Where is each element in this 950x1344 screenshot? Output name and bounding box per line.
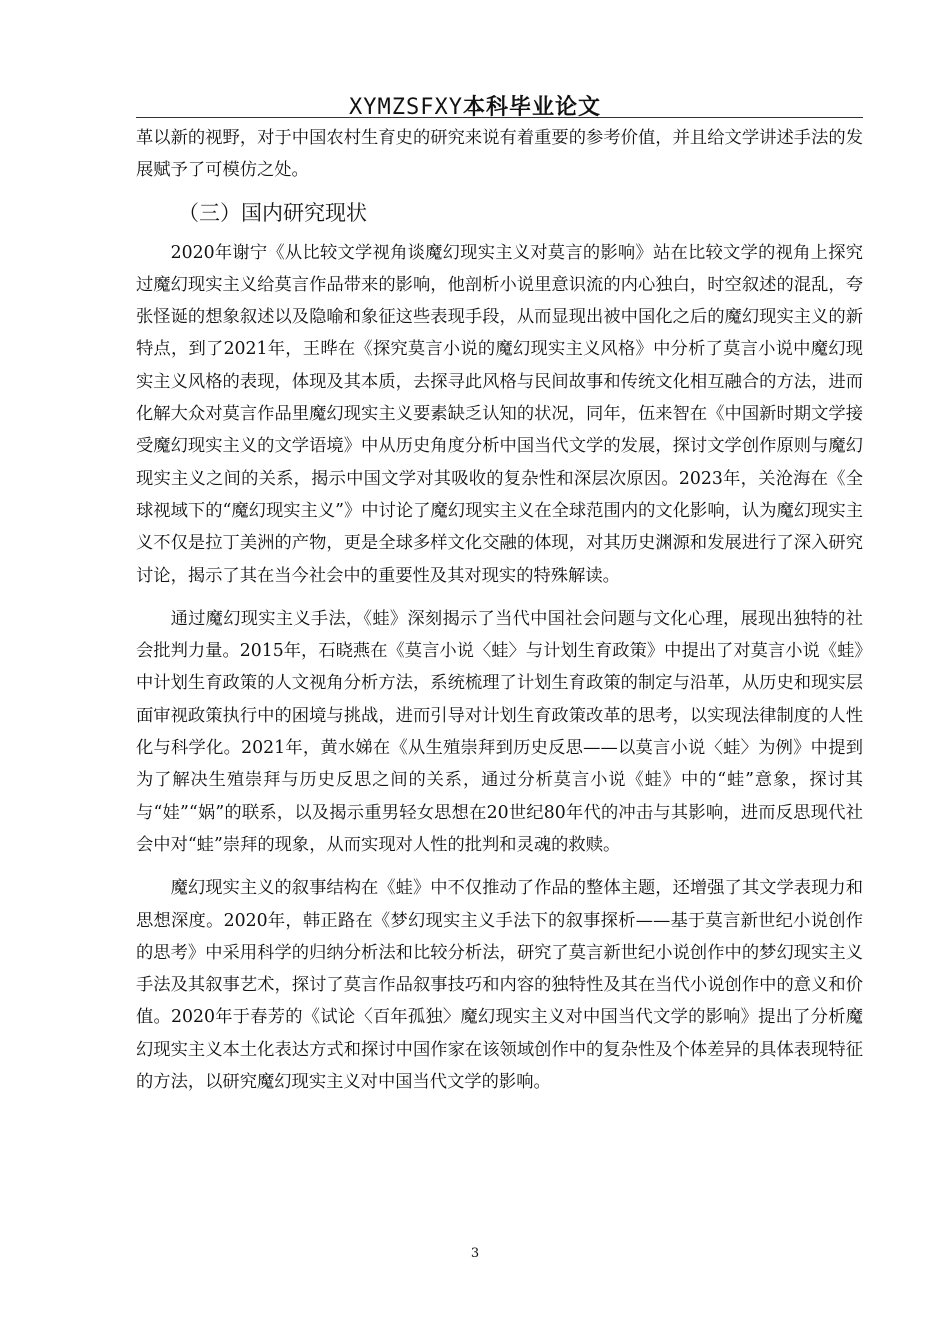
- paragraph: 魔幻现实主义的叙事结构在《蛙》中不仅推动了作品的整体主题，还增强了其文学表现力和思想深度。2020年，韩正路在《梦幻现实主义手法下的叙事探析——基于莫言新世纪小说创作的思考》中采用科学的归纳分析法和比较分析法，研究了莫言新世纪小说创作中的梦幻现实主义手法及其叙事艺术，探讨了莫言作品叙事技巧和内容的独特性及其在当代小说创作中的意义和价值。2020年于春芳的《试论〈百年孤独〉魔幻现实主义对中国当代文学的影响》提出了分析魔幻现实主义本土化表达方式和探讨中国作家在该领域创作中的复杂性及个体差异的具体表现特征的方法，以研究魔幻现实主义对中国当代文学的影响。: [136, 878, 863, 1093]
- body-text: [136, 122, 863, 1098]
- paragraph: 2020年谢宁《从比较文学视角谈魔幻现实主义对莫言的影响》站在比较文学的视角上探究过魔幻现实主义给莫言作品带来的影响，他剖析小说里意识流的内心独白，时空叙述的混乱，夸张怪诞的想象叙述以及隐喻和象征这些表现手段，从而显现出被中国化之后的魔幻现实主义的新特点，到了2021年，王晔在《探究莫言小说的魔幻现实主义风格》中分析了莫言小说中魔幻现实主义风格的表现，体现及其本质，去探寻此风格与民间故事和传统文化相互融合的方法，进而化解大众对莫言作品里魔幻现实主义要素缺乏认知的状况，同年，伍来智在《中国新时期文学接受魔幻现实主义的文学语境》中从历史角度分析中国当代文学的发展，探讨文学创作原则与魔幻现实主义之间的关系，揭示中国文学对其吸收的复杂性和深层次原因。2023年，关沧海在《全球视域下的“魔幻现实主义”》中讨论了魔幻现实主义在全球范围内的文化影响，认为魔幻现实主义不仅是拉丁美洲的产物，更是全球多样文化交融的体现，对其历史渊源和发展进行了深入研究讨论，揭示了其在当今社会中的重要性及其对现实的特殊解读。: [136, 242, 863, 586]
- continuation-paragraph: 革以新的视野，对于中国农村生育史的研究来说有着重要的参考价值，并且给文学讲述手法的发展赋予了可模仿之处。: [136, 128, 863, 181]
- header-title: 本科毕业论文: [462, 95, 601, 120]
- section-heading: （三）国内研究现状: [178, 200, 367, 225]
- page-number: 3: [470, 1246, 480, 1261]
- header-code: XYMZSFXY: [349, 95, 463, 120]
- paragraph: 通过魔幻现实主义手法，《蛙》深刻揭示了当代中国社会问题与文化心理，展现出独特的社会批判力量。2015年，石晓燕在《莫言小说〈蛙〉与计划生育政策》中提出了对莫言小说《蛙》中计划生育政策的人文视角分析方法，系统梳理了计划生育政策的制定与沿革，从历史和现实层面审视政策执行中的困境与挑战，进而引导对计划生育政策改革的思考，以实现法律制度的人性化与科学化。2021年，黄水娣在《从生殖崇拜到历史反思——以莫言小说〈蛙〉为例》中提到为了解决生殖崇拜与历史反思之间的关系，通过分析莫言小说《蛙》中的“蛙”意象，探讨其与“娃”“娲”的联系，以及揭示重男轻女思想在20世纪80年代的冲击与其影响，进而反思现代社会中对“蛙”崇拜的现象，从而实现对人性的批判和灵魂的救赎。: [136, 608, 863, 855]
- header-rule: [136, 117, 863, 118]
